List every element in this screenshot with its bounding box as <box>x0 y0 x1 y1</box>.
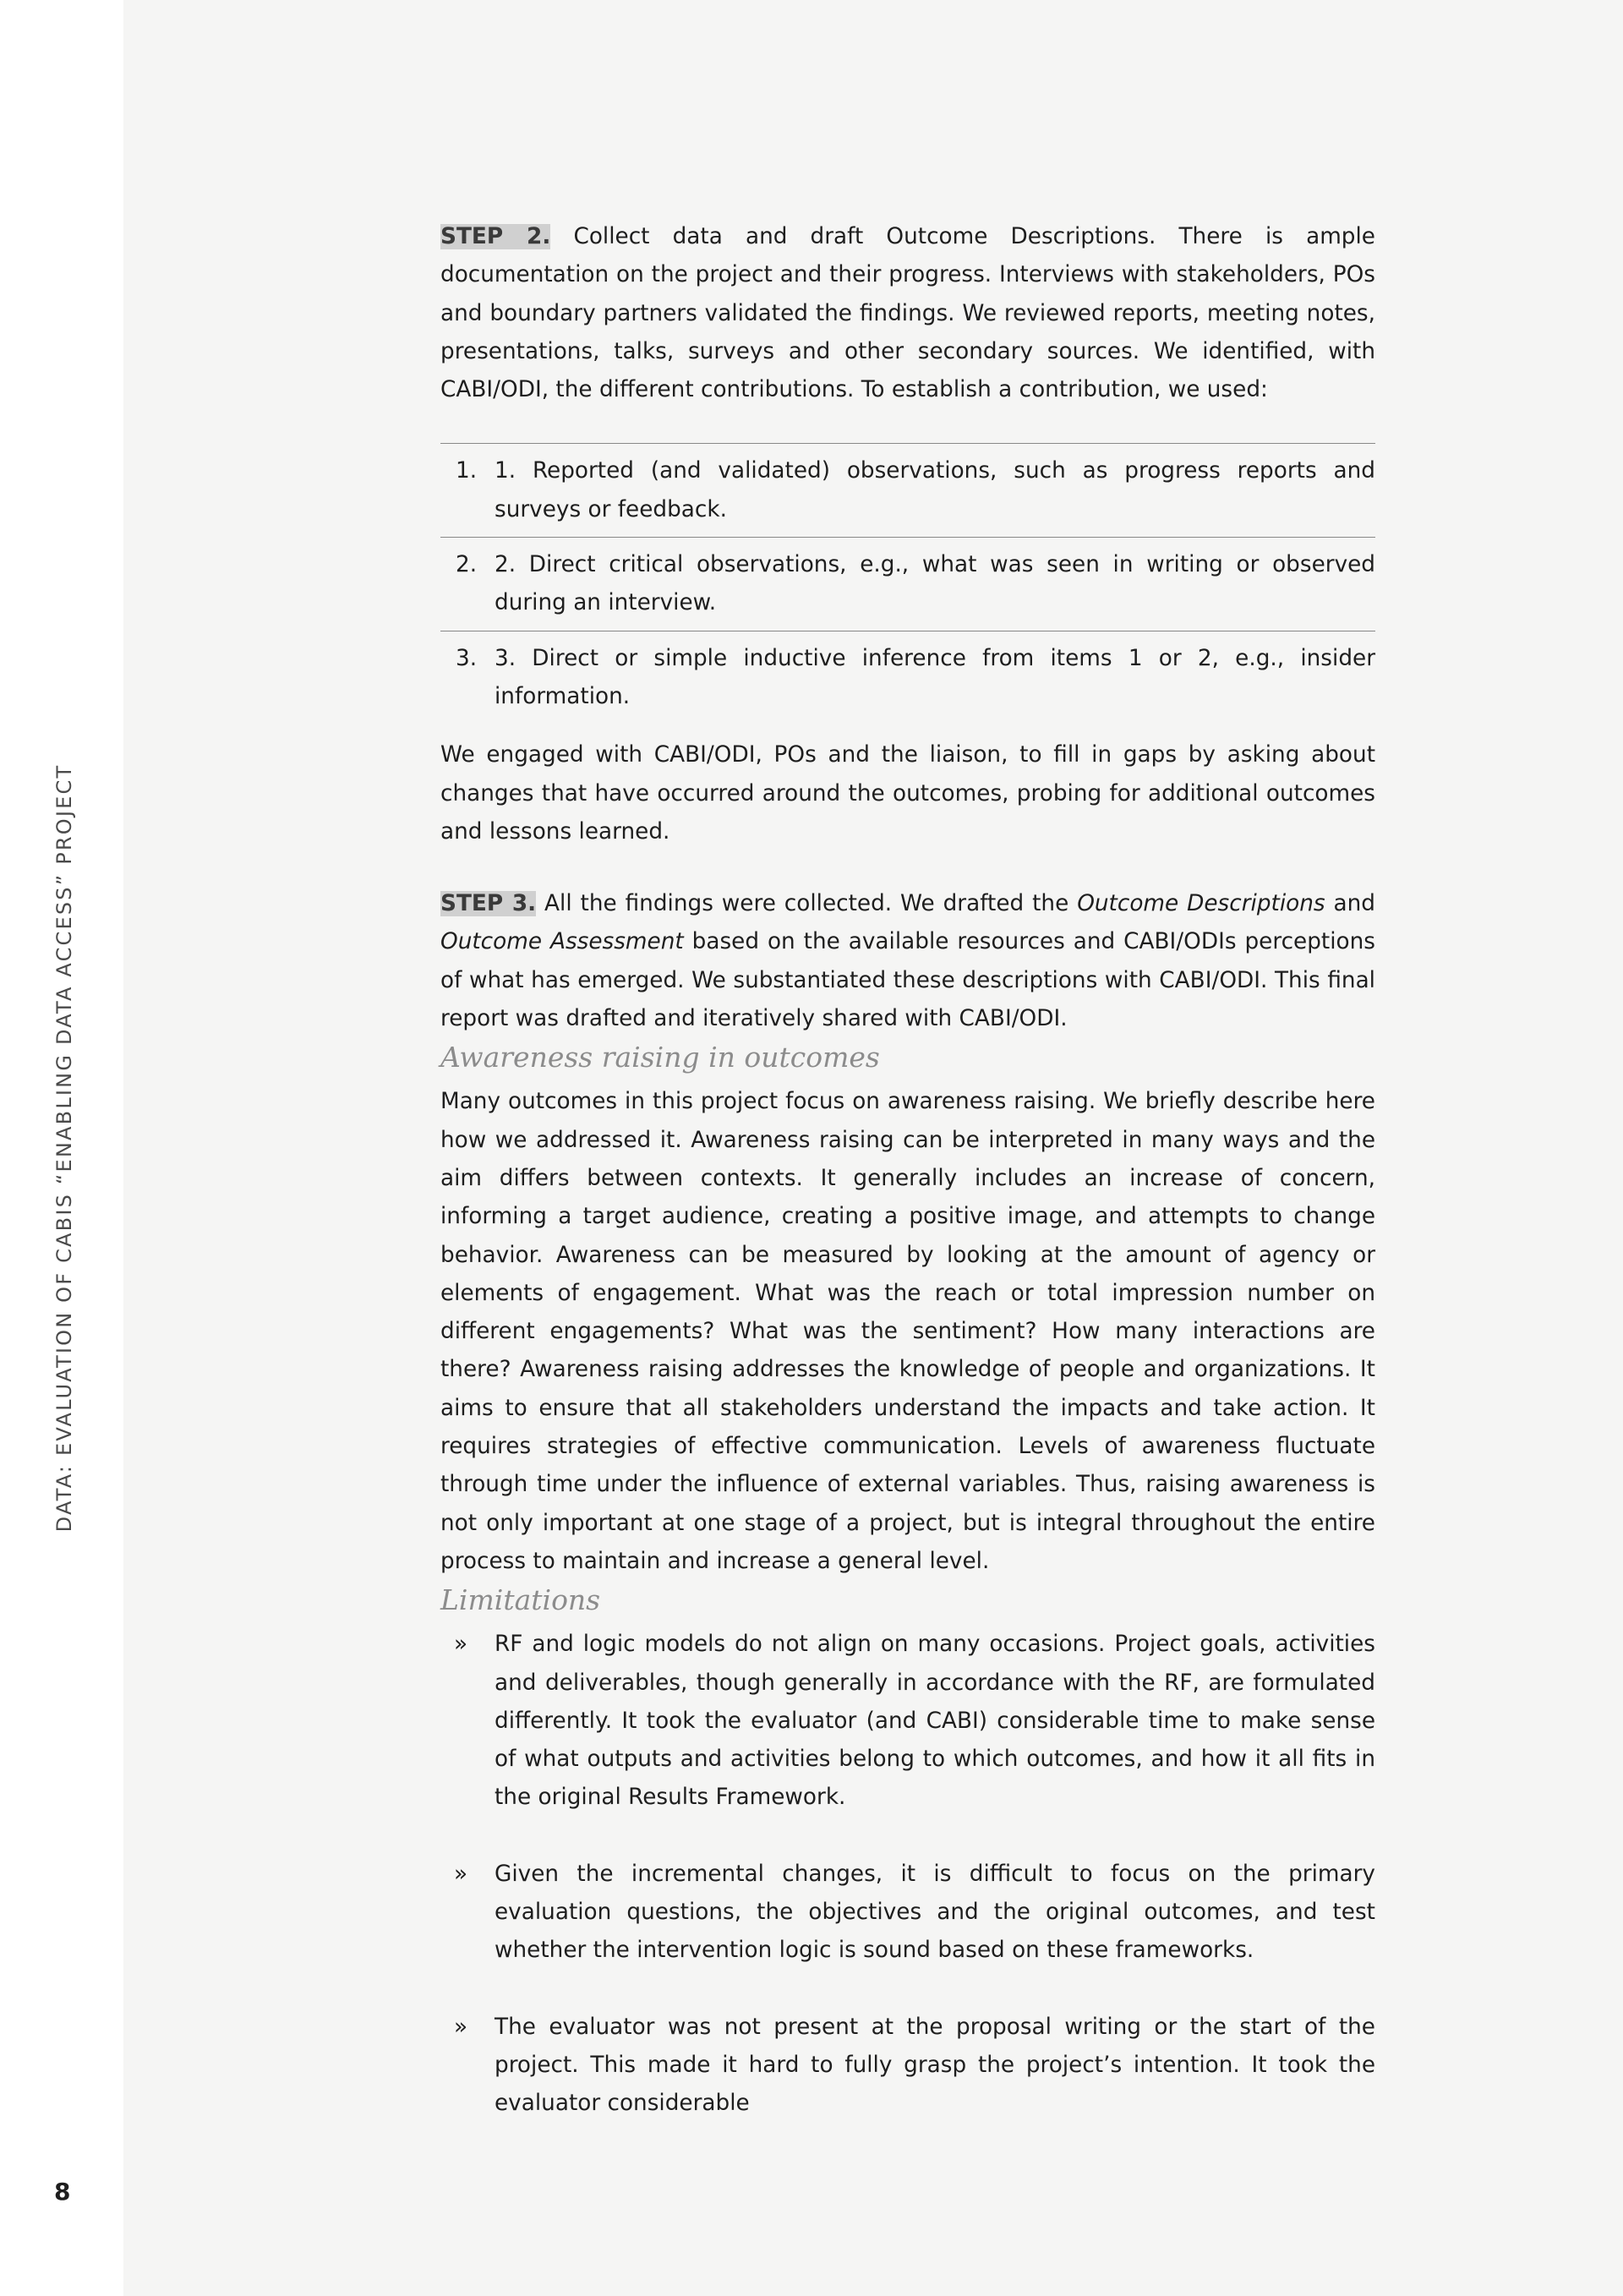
bullet-marker: » <box>454 1632 468 1658</box>
list-item-number: 1. <box>456 458 478 484</box>
bullet-marker: » <box>454 2014 468 2040</box>
list-item-text: 1. Reported (and validated) observations, such as progress reports and surveys or feedback. <box>495 458 1375 522</box>
limitations-heading: Limitations <box>440 1583 601 1617</box>
running-title: DATA: EVALUATION OF CABIS “ENABLING DATA ACCESS” PROJECT <box>52 763 76 1533</box>
step-2-text: Collect data and draft Outcome Descriptions. There is ample documentation on the project and their progress. Interviews with stakeholders, POs and boundary partners validated the findings. We reviewed reports, meeting notes, presentations, talks, surveys and other secondary sources. We identified, with CABI/ODI, the different contributions. To establish a contribution, we used: <box>440 224 1375 403</box>
page-number: 8 <box>54 2178 71 2206</box>
list-item-text: 2. Direct critical observations, e.g., what was seen in writing or observed during an interview. <box>495 552 1375 616</box>
list-item-number: 3. <box>456 645 478 671</box>
step-3-emphasis-a: Outcome Descriptions <box>1077 891 1325 917</box>
list-item <box>440 444 1375 538</box>
step-3-emphasis-b: Outcome Assessment <box>440 929 684 955</box>
list-item-text: RF and logic models do not align on many occasions. Project goals, activities and deliverables, though generally in accordance with the RF, are formulated differently. It took the evaluator (and CABI) considerable time to make sense of what outputs and activities belong to which outcomes, and how it all fits in the original Results Framework. <box>495 1632 1375 1811</box>
step-3-paragraph <box>440 885 1375 1038</box>
list-item <box>440 538 1375 631</box>
bullet-marker: » <box>454 1861 468 1887</box>
contribution-list <box>440 443 1375 724</box>
left-margin-strip <box>0 0 123 2296</box>
list-item <box>440 631 1375 724</box>
awareness-heading: Awareness raising in outcomes <box>440 1041 880 1074</box>
step-3-text-b: and <box>1325 891 1375 917</box>
list-item <box>440 2009 1375 2124</box>
list-item-text: The evaluator was not present at the proposal writing or the start of the project. This made it hard to fully grasp the project’s intention. It took the evaluator considerable <box>495 2014 1375 2117</box>
list-item <box>440 1626 1375 1817</box>
list-item-text: 3. Direct or simple inductive inference from items 1 or 2, e.g., insider information. <box>495 645 1375 709</box>
list-item <box>440 1856 1375 1971</box>
limitations-list <box>440 1626 1375 2123</box>
step-3-label: STEP 3. <box>440 891 537 917</box>
engagement-paragraph: We engaged with CABI/ODI, POs and the liaison, to fill in gaps by asking about changes that have occurred around the outcomes, probing for additional outcomes and lessons learned. <box>440 742 1375 845</box>
step-2-label: STEP 2. <box>440 224 551 249</box>
step-2-paragraph <box>440 218 1375 409</box>
page-body <box>440 218 1375 2123</box>
list-item-text: Given the incremental changes, it is difficult to focus on the primary evaluation questions, the objectives and the original outcomes, and test whether the intervention logic is sound based on these frameworks. <box>495 1861 1375 1964</box>
step-3-text-c: based on the available resources and CABI/ODIs perceptions of what has emerged. We substantiated these descriptions with CABI/ODI. This final report was drafted and iteratively shared with CABI/ODI. <box>440 929 1375 1032</box>
step-3-text-a: All the findings were collected. We drafted the <box>536 891 1078 917</box>
awareness-paragraph: Many outcomes in this project focus on awareness raising. We briefly describe here how we addressed it. Awareness raising can be interpreted in many ways and the aim differs between contexts. It generally includes an increase of concern, informing a target audience, creating a positive image, and attempts to change behavior. Awareness can be measured by looking at the amount of agency or elements of engagement. What was the reach or total impression number on different engagements? What was the sentiment? How many interactions are there? Awareness raising addresses the knowledge of people and organizations. It aims to ensure that all stakeholders understand the impacts and take action. It requires strategies of effective communication. Levels of awareness fluctuate through time under the influence of external variables. Thus, raising awareness is not only important at one stage of a project, but is integral throughout the entire process to maintain and increase a general level. <box>440 1089 1375 1574</box>
list-item-number: 2. <box>456 552 478 578</box>
